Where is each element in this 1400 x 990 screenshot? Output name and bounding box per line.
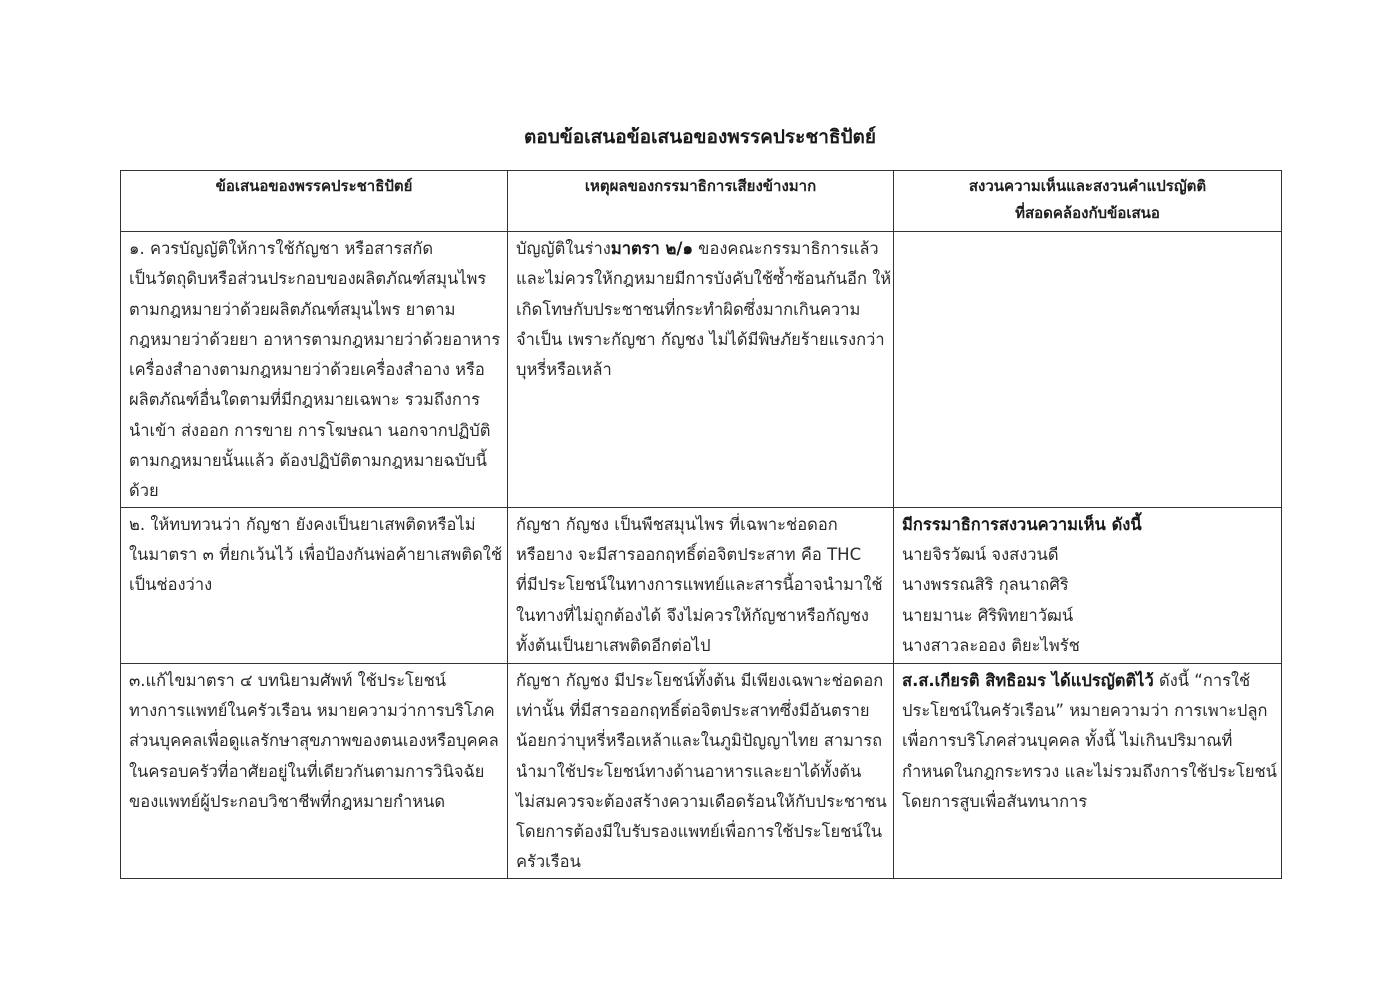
text-line: หรือยาง จะมีสารออกฤทธิ์ต่อจิตประสาท คือ THC xyxy=(516,544,862,564)
proposals-table xyxy=(120,170,1282,879)
header-proposal xyxy=(121,171,508,232)
header-reservation-line1: สงวนความเห็นและสงวนคำแปรญัตติ xyxy=(968,177,1207,195)
text-line: เป็นช่องว่าง xyxy=(129,575,213,595)
text-line: ตามกฎหมายนั้นแล้ว ต้องปฏิบัติตามกฎหมายฉบับนี้ xyxy=(129,451,487,471)
amendment-author: ส.ส.เกียรติ สิทธิอมร ได้แปรญัตติไว้ xyxy=(902,670,1154,690)
proposal-cell xyxy=(121,507,508,663)
text-line: กำหนดในกฎกระทรวง และไม่รวมถึงการใช้ประโยชน์ xyxy=(902,761,1277,781)
text-line: ทางการแพทย์ในครัวเรือน หมายความว่าการบริโภค xyxy=(129,700,495,720)
text-line: เกิดโทษกับประชาชนที่กระทำผิดซึ่งมากเกินความ xyxy=(516,299,861,319)
text-line: ประโยชน์ในครัวเรือน” หมายความว่า การเพาะปลูก xyxy=(902,700,1268,720)
table-row xyxy=(121,232,1282,508)
committee-member: นางพรรณสิริ กุลนาถศิริ xyxy=(902,575,1069,595)
table-row xyxy=(121,663,1282,878)
header-majority-reason xyxy=(508,171,894,232)
reservation-cell xyxy=(894,232,1282,508)
text-line: โดยการสูบเพื่อสันทนาการ xyxy=(902,791,1088,811)
text-line: กัญชา กัญชง มีประโยชน์ทั้งต้น มีเพียงเฉพาะช่อดอก xyxy=(516,670,884,690)
table-row xyxy=(121,507,1282,663)
text-line: ไม่สมควรจะต้องสร้างความเดือดร้อนให้กับประชาชน xyxy=(516,791,887,811)
text-line: เป็นวัตถุดิบหรือส่วนประกอบของผลิตภัณฑ์สมุนไพร xyxy=(129,269,487,289)
committee-member: นายจิรวัฒน์ จงสงวนดี xyxy=(902,544,1059,564)
reason-cell xyxy=(508,663,894,878)
text-line: ด้วย xyxy=(129,481,159,501)
reservation-cell xyxy=(894,663,1282,878)
text-line: ผลิตภัณฑ์อื่นใดตามที่มีกฎหมายเฉพาะ รวมถึงการ xyxy=(129,390,480,410)
reason-cell xyxy=(508,507,894,663)
text-line: กัญชา กัญชง เป็นพืชสมุนไพร ที่เฉพาะช่อดอก xyxy=(516,514,838,534)
section-reference: มาตรา ๒/๑ xyxy=(610,239,693,258)
committee-member: นายมานะ ศิริพิทยาวัฒน์ xyxy=(902,605,1074,625)
header-reservation xyxy=(894,171,1282,232)
reservation-cell xyxy=(894,507,1282,663)
committee-member: นางสาวละออง ติยะไพรัช xyxy=(902,635,1080,655)
text-line: เครื่องสำอางตามกฎหมายว่าด้วยเครื่องสำอาง หรือ xyxy=(129,360,485,380)
text-line: นำมาใช้ประโยชน์ทางด้านอาหารและยาได้ทั้งต้น xyxy=(516,761,862,781)
header-majority-reason-label: เหตุผลของกรรมาธิการเสียงข้างมาก xyxy=(584,177,817,195)
text-line: ๒. ให้ทบทวนว่า กัญชา ยังคงเป็นยาเสพติดหรือไม่ xyxy=(129,514,476,534)
text-line: บุหรี่หรือเหล้า xyxy=(516,360,612,380)
proposal-cell xyxy=(121,663,508,878)
header-proposal-label: ข้อเสนอของพรรคประชาธิปัตย์ xyxy=(215,177,413,195)
text-line: จำเป็น เพราะกัญชา กัญชง ไม่ได้มีพิษภัยร้ายแรงกว่า xyxy=(516,329,885,349)
text-line: ส่วนบุคคลเพื่อดูแลรักษาสุขภาพของตนเองหรือบุคคล xyxy=(129,731,499,751)
text-line: เพื่อการบริโภคส่วนบุคคล ทั้งนี้ ไม่เกินปริมาณที่ xyxy=(902,731,1233,751)
text-line: นำเข้า ส่งออก การขาย การโฆษณา นอกจากปฏิบัติ xyxy=(129,420,491,440)
text-line: ในครอบครัวที่อาศัยอยู่ในที่เดียวกันตามการวินิจฉัย xyxy=(129,761,485,781)
header-reservation-line2: ที่สอดคล้องกับข้อเสนอ xyxy=(1015,204,1160,222)
reason-cell xyxy=(508,232,894,508)
text-line: โดยการต้องมีใบรับรองแพทย์เพื่อการใช้ประโยชน์ใน xyxy=(516,822,883,842)
text-line: เท่านั้น ที่มีสารออกฤทธิ์ต่อจิตประสาทซึ่งมีอันตราย xyxy=(516,700,870,720)
text-line: ที่มีประโยชน์ในทางการแพทย์และสารนี้อาจนำมาใช้ xyxy=(516,575,883,595)
text-line: และไม่ควรให้กฎหมายมีการบังคับใช้ซ้ำซ้อนกันอีก ให้ xyxy=(516,269,892,289)
text-line: ของแพทย์ผู้ประกอบวิชาชีพที่กฎหมายกำหนด xyxy=(129,791,446,811)
text-line: ตามกฎหมายว่าด้วยผลิตภัณฑ์สมุนไพร ยาตาม xyxy=(129,299,456,319)
text-line: กฎหมายว่าด้วยยา อาหารตามกฎหมายว่าด้วยอาหาร xyxy=(129,329,501,349)
text-line: ทั้งต้นเป็นยาเสพติดอีกต่อไป xyxy=(516,635,711,655)
text-segment: ของคณะกรรมาธิการแล้ว xyxy=(692,239,879,258)
text-line: ครัวเรือน xyxy=(516,852,581,872)
text-line: น้อยกว่าบุหรี่หรือเหล้าและในภูมิปัญญาไทย สามารถ xyxy=(516,731,883,751)
table-header-row xyxy=(121,171,1282,232)
text-line xyxy=(902,666,1273,696)
document-title: ตอบข้อเสนอข้อเสนอของพรรคประชาธิปัตย์ xyxy=(523,126,877,148)
text-segment: บัญญัติในร่าง xyxy=(516,239,611,258)
text-segment: ดังนี้ “การใช้ xyxy=(1153,670,1251,690)
text-line: ๑. ควรบัญญัติให้การใช้กัญชา หรือสารสกัด xyxy=(129,239,434,258)
text-line xyxy=(516,234,885,264)
reservation-heading: มีกรรมาธิการสงวนความเห็น ดังนี้ xyxy=(902,514,1142,534)
text-line: ๓.แก้ไขมาตรา ๔ บทนิยามศัพท์ ใช้ประโยชน์ xyxy=(129,670,447,690)
text-line: ในทางที่ไม่ถูกต้องได้ จึงไม่ควรให้กัญชาหรือกัญชง xyxy=(516,605,869,625)
text-line: ในมาตรา ๓ ที่ยกเว้นไว้ เพื่อป้องกันพ่อค้ายาเสพติดใช้ xyxy=(129,544,503,564)
proposal-cell xyxy=(121,232,508,508)
